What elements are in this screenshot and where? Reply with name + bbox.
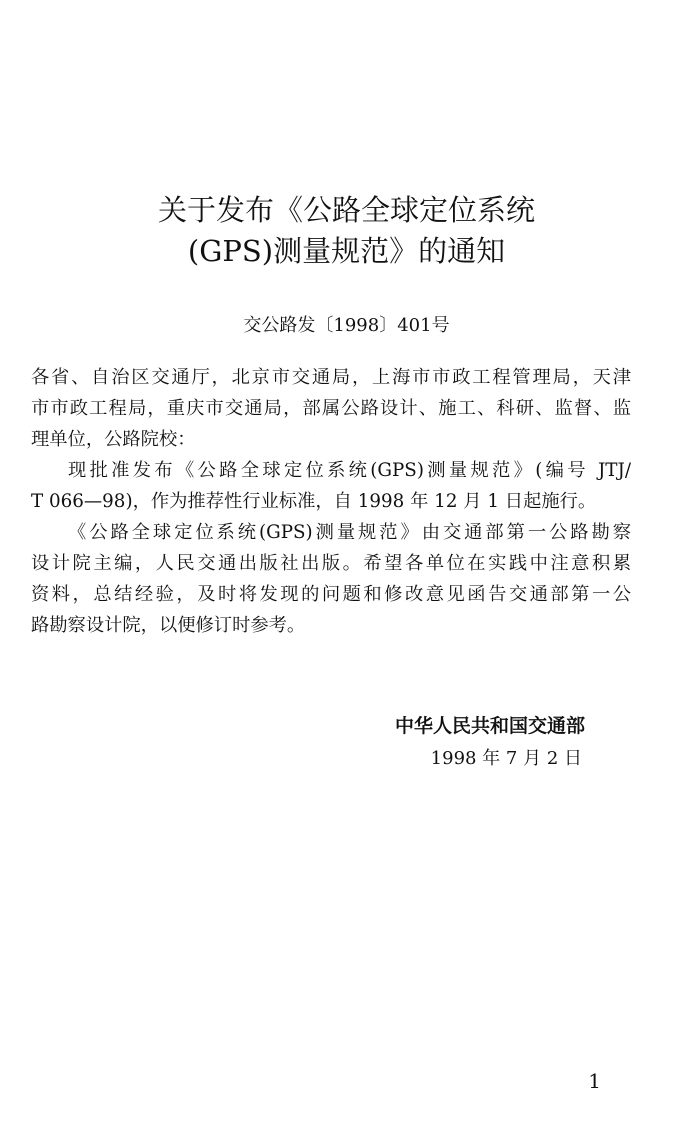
issue-date: 1998 年 7 月 2 日 [430, 748, 582, 769]
editorial-line: 资料，总结经验，及时将发现的问题和修改意见函告交通部第一公 [31, 584, 631, 605]
addressees-paragraph [31, 362, 631, 455]
approval-paragraph [31, 455, 631, 517]
issuing-organization: 中华人民共和国交通部 [394, 715, 585, 737]
page-number: 1 [588, 1069, 601, 1093]
editorial-line: 《公路全球定位系统(GPS)测量规范》由交通部第一公路勘察 [68, 522, 631, 543]
approval-line: T 066—98)，作为推荐性行业标准，自 1998 年 12 月 1 日起施行。 [31, 491, 597, 512]
addressees-line: 各省、自治区交通厅，北京市交通局，上海市市政工程管理局，天津 [31, 367, 631, 388]
addressees-line: 市市政工程局，重庆市交通局，部属公路设计、施工、科研、监督、监 [31, 398, 631, 419]
addressees-line: 理单位，公路院校： [31, 429, 196, 450]
approval-line: 现批准发布《公路全球定位系统(GPS)测量规范》(编号 JTJ/ [68, 460, 631, 481]
notice-title-line-1: 关于发布《公路全球定位系统 [157, 193, 535, 227]
notice-body [31, 362, 631, 641]
editorial-paragraph [31, 517, 631, 641]
notice-title-line-2: (GPS)测量规范》的通知 [187, 234, 506, 268]
document-number: 交公路发〔1998〕401号 [243, 315, 450, 336]
editorial-line: 设计院主编，人民交通出版社出版。希望各单位在实践中注意积累 [31, 553, 631, 574]
editorial-line: 路勘察设计院，以便修订时参考。 [31, 615, 306, 636]
